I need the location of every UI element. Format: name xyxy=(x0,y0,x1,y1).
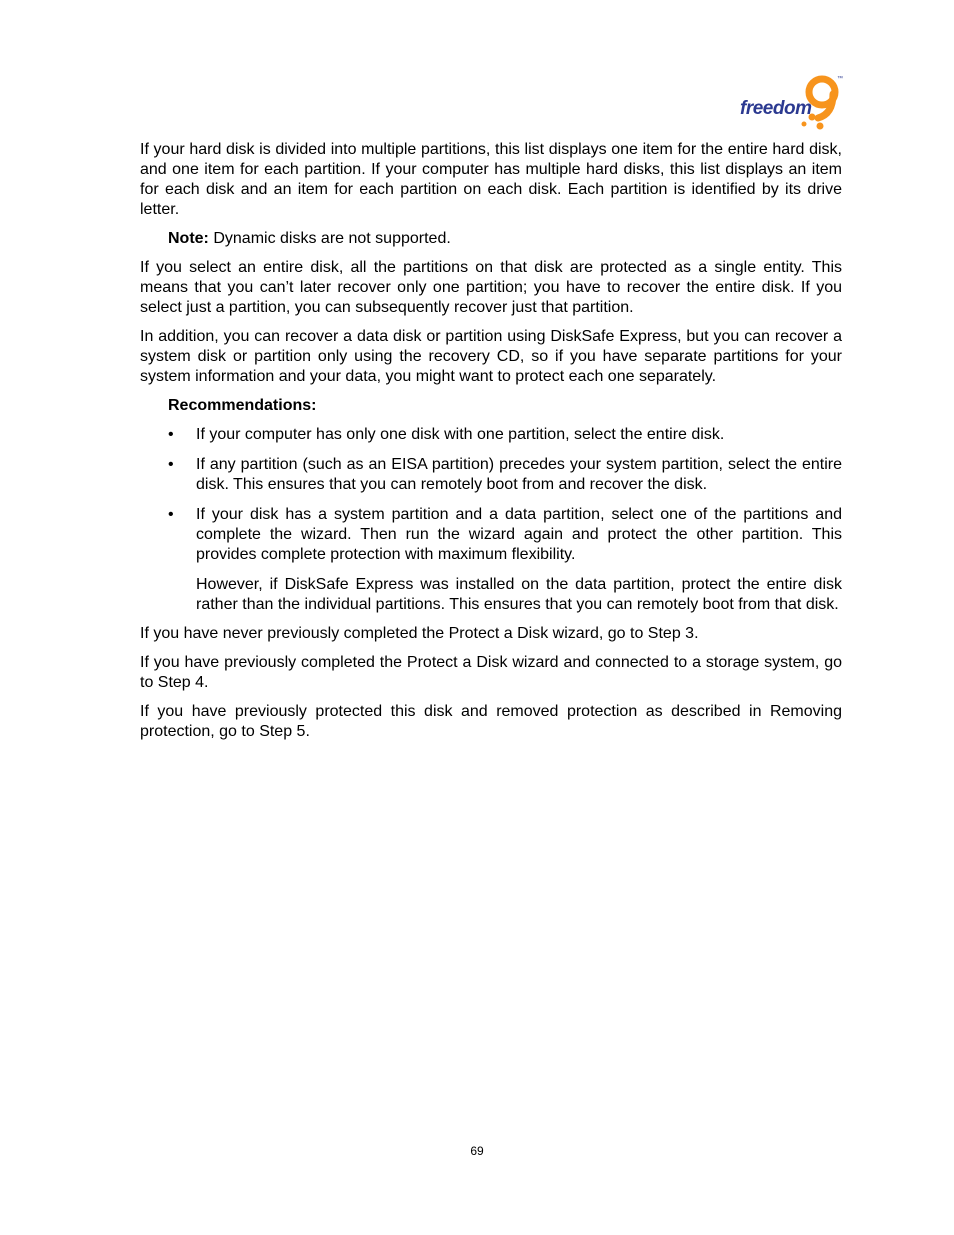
bullet-icon: • xyxy=(168,456,174,473)
list-item-text: If your computer has only one disk with one partition, select the entire disk. xyxy=(196,426,725,443)
freedom9-logo xyxy=(736,72,846,134)
bullet-icon: • xyxy=(168,506,174,523)
note-label: Note: xyxy=(168,230,209,247)
paragraph-recommendation-followup: However, if DiskSafe Express was installed on the data partition, protect the entire disk rather than the individual partitions. This ensures that you can remotely boot from that disk. xyxy=(196,576,842,613)
page-number: 69 xyxy=(470,1144,484,1158)
list-item-text: If any partition (such as an EISA partition) precedes your system partition, select the entire disk. This ensures that you can remotely boot from and recover the disk. xyxy=(196,456,842,493)
list-item xyxy=(140,505,842,565)
recommendations-heading: Recommendations: xyxy=(168,397,317,414)
list-item-text: If your disk has a system partition and a data partition, select one of the partitions and complete the wizard. Then run the wizard again and protect the other partition. This provides complete protection with maximum flexibility. xyxy=(196,506,842,563)
paragraph-step-4: If you have previously completed the Protect a Disk wizard and connected to a storage system, go to Step 4. xyxy=(140,654,842,691)
paragraph-step-5: If you have previously protected this disk and removed protection as described in Removing protection, go to Step 5. xyxy=(140,703,842,740)
note xyxy=(140,229,842,249)
list-item xyxy=(140,425,842,445)
paragraph-entire-disk: If you select an entire disk, all the partitions on that disk are protected as a single entity. This means that you can’t later recover only one partition; you have to recover the entire disk. If you select just a partition, you can subsequently recover just that partition. xyxy=(140,259,842,316)
trademark-mark: ™ xyxy=(837,76,843,82)
paragraph-recovery: In addition, you can recover a data disk or partition using DiskSafe Express, but you can recover a system disk or partition only using the recovery CD, so if you have separate partitions for your system information and your data, you might want to protect each one separately. xyxy=(140,328,842,385)
paragraph-step-3: If you have never previously completed the Protect a Disk wizard, go to Step 3. xyxy=(140,625,699,642)
logo-wordmark: freedom xyxy=(740,98,812,119)
list-item xyxy=(140,455,842,495)
document-body xyxy=(140,140,842,751)
paragraph-partitions-list: If your hard disk is divided into multiple partitions, this list displays one item for the entire hard disk, and one item for each partition. If your computer has multiple hard disks, this list displays an item for each disk and an item for each partition on each disk. Each partition is identified by its drive letter. xyxy=(140,141,842,218)
bullet-icon: • xyxy=(168,426,174,443)
recommendations-list xyxy=(140,425,842,565)
note-text: Dynamic disks are not supported. xyxy=(208,230,451,247)
